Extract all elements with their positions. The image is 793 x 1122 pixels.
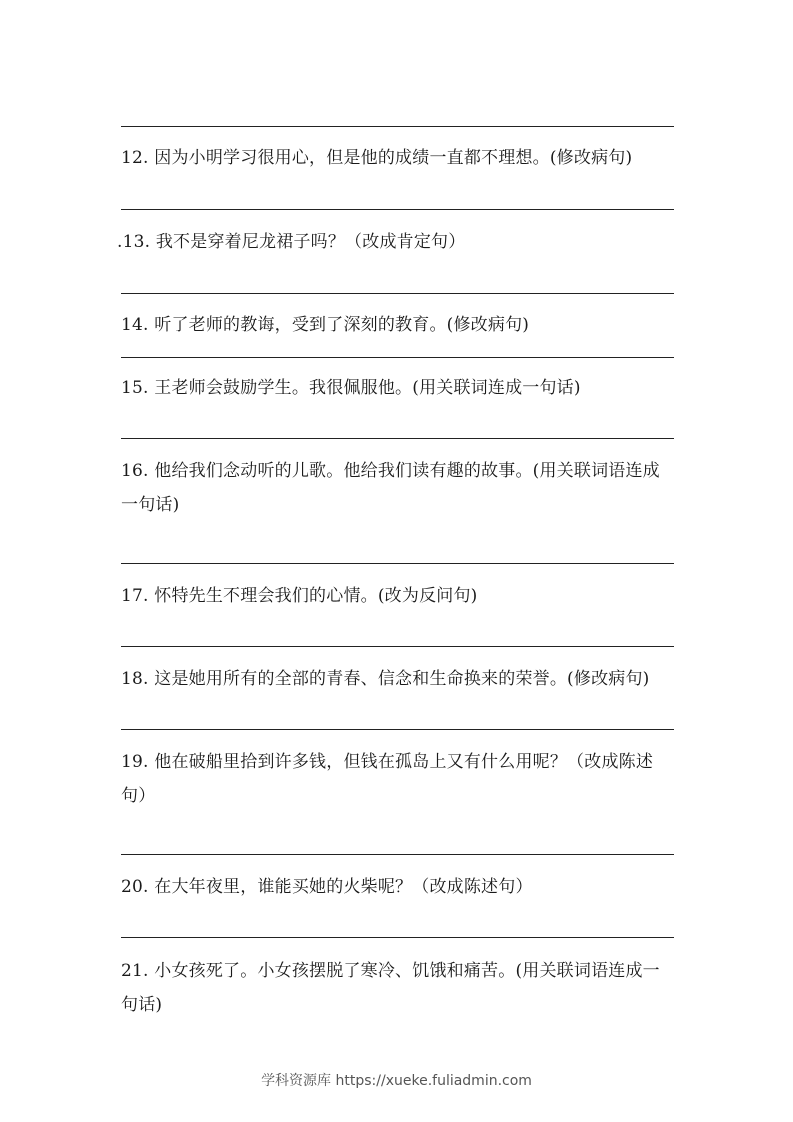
question-13: .13. 我不是穿着尼龙裙子吗？（改成肯定句） <box>117 232 466 252</box>
answer-line-15 <box>121 438 674 439</box>
question-20: 20. 在大年夜里，谁能买她的火柴呢？（改成陈述句） <box>121 877 533 897</box>
question-16: 16. 他给我们念动听的儿歌。他给我们读有趣的故事。(用关联词语连成一句话) <box>121 461 660 515</box>
answer-line-12 <box>121 209 674 210</box>
answer-line-17 <box>121 646 674 647</box>
footer-source: 学科资源库 https://xueke.fuliadmin.com <box>261 1073 532 1089</box>
question-15: 15. 王老师会鼓励学生。我很佩服他。(用关联词连成一句话) <box>121 378 581 398</box>
answer-line-16 <box>121 563 674 564</box>
answer-line-19 <box>121 854 674 855</box>
question-17: 17. 怀特先生不理会我们的心情。(改为反问句) <box>121 586 478 606</box>
answer-line-13 <box>121 293 674 294</box>
question-21: 21. 小女孩死了。小女孩摆脱了寒冷、饥饿和痛苦。(用关联词语连成一句话) <box>121 961 660 1015</box>
question-18: 18. 这是她用所有的全部的青春、信念和生命换来的荣誉。(修改病句) <box>121 669 650 689</box>
answer-line-20 <box>121 937 674 938</box>
question-12: 12. 因为小明学习很用心，但是他的成绩一直都不理想。(修改病句) <box>121 148 633 168</box>
answer-line-top <box>121 126 674 127</box>
question-14: 14. 听了老师的教诲，受到了深刻的教育。(修改病句) <box>121 315 530 335</box>
answer-line-18 <box>121 729 674 730</box>
answer-line-14 <box>121 357 674 358</box>
question-19: 19. 他在破船里拾到许多钱，但钱在孤岛上又有什么用呢？（改成陈述句） <box>121 752 654 806</box>
